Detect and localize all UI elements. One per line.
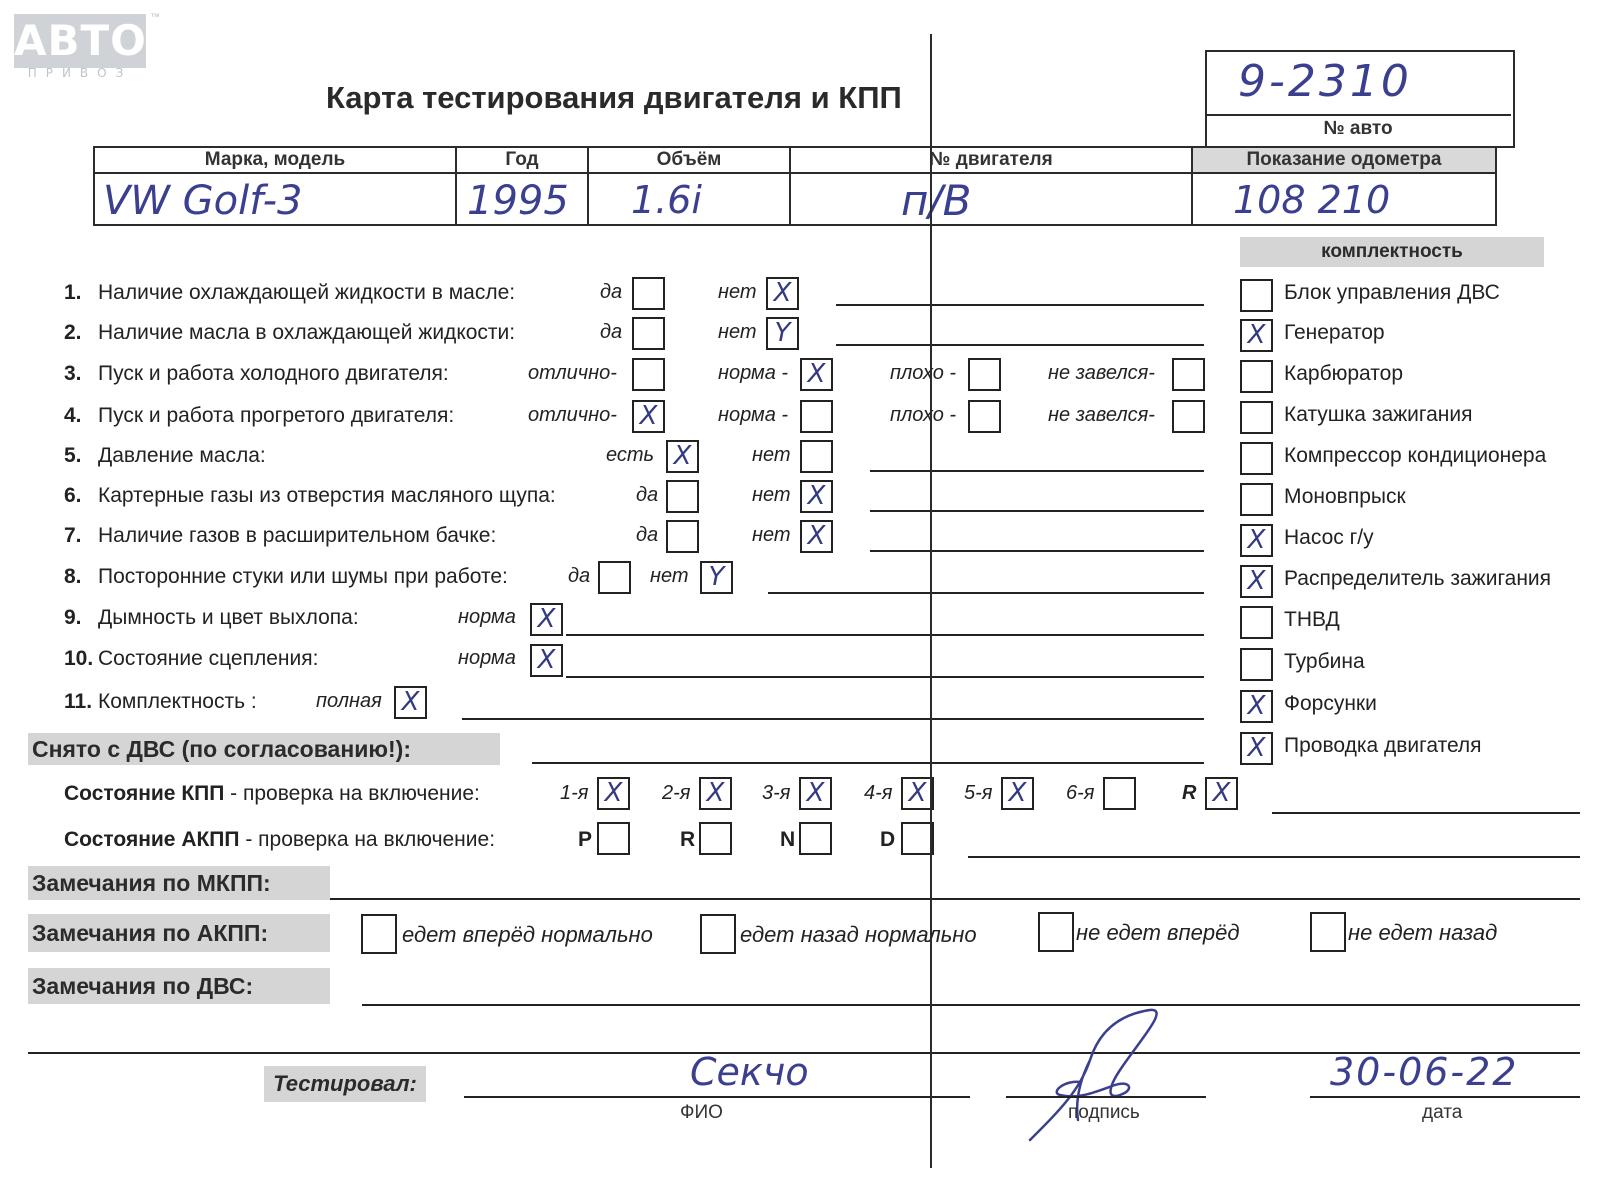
komplekt-item-label: ТНВД	[1284, 608, 1340, 631]
option-checkbox[interactable]: X	[800, 358, 833, 391]
komplekt-checkbox[interactable]	[1240, 401, 1273, 434]
komplekt-checkbox[interactable]	[1240, 279, 1273, 312]
option-checkbox[interactable]	[598, 561, 631, 594]
option-checkbox[interactable]: Y	[700, 561, 733, 594]
akpp-option-label: едет вперёд нормально	[402, 922, 653, 947]
question-text: Давление масла:	[98, 444, 266, 467]
question-number: 3.	[64, 362, 82, 385]
signature-label: подпись	[1068, 1102, 1140, 1123]
value-cell-engine-no[interactable]	[790, 173, 1192, 225]
komplekt-checkbox[interactable]: X	[1240, 565, 1273, 598]
komplekt-title: комплектность	[1240, 237, 1544, 267]
fold-line	[930, 34, 932, 1168]
option-label: нет	[718, 281, 757, 303]
option-checkbox[interactable]: X	[800, 480, 833, 513]
komplekt-checkbox[interactable]: X	[1240, 732, 1273, 765]
gear-label: 6-я	[1066, 782, 1095, 804]
komplekt-checkbox[interactable]	[1240, 648, 1273, 681]
value-engine-no: п/В	[901, 176, 972, 225]
gear-checkbox[interactable]: X	[799, 777, 832, 810]
option-label: полная	[316, 690, 382, 712]
option-checkbox[interactable]	[800, 440, 833, 473]
option-label: да	[636, 524, 659, 546]
option-label: нет	[752, 524, 791, 546]
option-checkbox[interactable]	[666, 520, 699, 553]
option-label: плохо -	[890, 404, 957, 426]
question-number: 1.	[64, 281, 82, 304]
gear-label: 3-я	[762, 782, 791, 804]
question-text: Картерные газы из отверстия масляного щупа:	[98, 484, 556, 507]
option-checkbox[interactable]	[632, 317, 665, 350]
option-label: нет	[718, 321, 757, 343]
komplekt-item-label: Форсунки	[1284, 692, 1377, 715]
akpp-option-label: не едет вперёд	[1076, 920, 1240, 945]
question-number: 8.	[64, 565, 82, 588]
option-label: норма	[458, 647, 516, 669]
remarks-mkpp-line[interactable]	[330, 898, 1580, 900]
question-text: Пуск и работа прогретого двигателя:	[98, 404, 455, 427]
remarks-akpp-label: Замечания по АКПП:	[28, 914, 330, 952]
question-number: 7.	[64, 524, 82, 547]
answer-line[interactable]	[566, 676, 1204, 678]
option-checkbox[interactable]: Y	[766, 317, 799, 350]
komplekt-item-label: Турбина	[1284, 650, 1365, 673]
option-label: отлично-	[528, 404, 617, 426]
option-label: нет	[752, 484, 791, 506]
question-text: Наличие охлаждающей жидкости в масле:	[98, 281, 516, 304]
answer-line[interactable]	[532, 762, 1204, 764]
option-label: да	[568, 565, 591, 587]
question-number: 6.	[64, 484, 82, 507]
value-volume: 1.6i	[631, 178, 702, 222]
gear-checkbox[interactable]: X	[1001, 777, 1034, 810]
question-text: Наличие масла в охлаждающей жидкости:	[98, 321, 516, 344]
value-cell-odometer[interactable]	[1192, 173, 1496, 225]
remarks-dvs-label: Замечания по ДВС:	[28, 968, 330, 1004]
mode-label: D	[880, 828, 896, 851]
gear-checkbox[interactable]: X	[1205, 777, 1238, 810]
answer-line[interactable]	[870, 470, 1204, 472]
option-checkbox[interactable]	[632, 358, 665, 391]
value-model: VW Golf-3	[103, 178, 303, 224]
option-label: не завелся-	[1048, 362, 1155, 384]
question-number: 10.	[64, 647, 94, 670]
option-label: да	[600, 321, 623, 343]
answer-line[interactable]	[870, 510, 1204, 512]
komplekt-checkbox[interactable]	[1240, 442, 1273, 475]
question-text: Дымность и цвет выхлопа:	[98, 606, 359, 629]
gear-label: 4-я	[864, 782, 893, 804]
remarks-dvs-line[interactable]	[362, 1004, 1580, 1006]
fio-line[interactable]	[464, 1096, 970, 1098]
option-checkbox[interactable]: X	[800, 520, 833, 553]
akpp-label: Состояние АКПП - проверка на включение:	[64, 828, 496, 851]
komplekt-item-label: Катушка зажигания	[1284, 403, 1473, 426]
option-checkbox[interactable]	[1172, 400, 1205, 433]
signature	[1020, 1000, 1180, 1150]
komplekt-item-label: Карбюратор	[1284, 362, 1404, 385]
header-label-volume: Объём	[588, 147, 790, 173]
mode-checkbox[interactable]	[597, 822, 630, 855]
akpp-option-checkbox[interactable]	[361, 914, 397, 954]
gear-checkbox[interactable]: X	[597, 777, 630, 810]
option-label: плохо -	[890, 362, 957, 384]
option-checkbox[interactable]: X	[530, 644, 563, 677]
komplekt-item-label: Компрессор кондиционера	[1284, 444, 1547, 467]
mode-label: R	[680, 828, 696, 851]
removed-from-engine-label: Снято с ДВС (по согласованию!):	[28, 733, 500, 765]
answer-line[interactable]	[1272, 812, 1580, 814]
option-label: отлично-	[528, 362, 617, 384]
mode-checkbox[interactable]	[699, 822, 732, 855]
question-number: 9.	[64, 606, 82, 629]
option-label: нет	[650, 565, 689, 587]
komplekt-item-label: Моновпрыск	[1284, 485, 1406, 508]
value-cell-model[interactable]	[94, 173, 456, 225]
akpp-option-checkbox[interactable]	[1038, 912, 1074, 952]
avto-number-label: № авто	[1323, 118, 1393, 139]
komplekt-checkbox[interactable]: X	[1240, 524, 1273, 557]
value-odometer: 108 210	[1233, 178, 1391, 222]
question-text: Состояние сцепления:	[98, 647, 319, 670]
trademark: ™	[150, 12, 160, 23]
mode-label: N	[780, 828, 796, 851]
kpp-label: Состояние КПП - проверка на включение:	[64, 782, 480, 805]
option-checkbox[interactable]	[968, 358, 1001, 391]
logo: АВТО	[14, 14, 146, 68]
answer-line[interactable]	[870, 550, 1204, 552]
akpp-option-label: не едет назад	[1348, 920, 1498, 945]
value-year: 1995	[467, 178, 569, 224]
remarks-mkpp-label: Замечания по МКПП:	[28, 866, 330, 900]
date-line[interactable]	[1310, 1096, 1580, 1098]
komplekt-checkbox[interactable]	[1240, 606, 1273, 639]
option-checkbox[interactable]	[968, 400, 1001, 433]
date-label: дата	[1422, 1102, 1463, 1123]
answer-line[interactable]	[462, 718, 1204, 720]
answer-line[interactable]	[836, 344, 1204, 346]
answer-line[interactable]	[566, 634, 1204, 636]
question-text: Посторонние стуки или шумы при работе:	[98, 565, 508, 588]
value-cell-volume[interactable]	[588, 173, 790, 225]
komplekt-item-label: Распределитель зажигания	[1284, 567, 1552, 590]
answer-line[interactable]	[836, 304, 1204, 306]
logo-subtitle: ПРИВОЗ	[27, 66, 133, 80]
answer-line[interactable]	[768, 592, 1204, 594]
gear-label: 1-я	[560, 782, 589, 804]
question-number: 2.	[64, 321, 82, 344]
question-number: 4.	[64, 404, 82, 427]
mode-label: P	[578, 828, 593, 851]
question-number: 11.	[64, 690, 93, 713]
komplekt-checkbox[interactable]	[1240, 360, 1273, 393]
fio-label: ФИО	[680, 1102, 723, 1123]
option-label: да	[636, 484, 659, 506]
tester-name: Секчо	[690, 1050, 809, 1094]
option-checkbox[interactable]: X	[666, 440, 699, 473]
answer-line[interactable]	[968, 856, 1580, 858]
option-label: да	[600, 281, 623, 303]
option-label: не завелся-	[1048, 404, 1155, 426]
akpp-option-checkbox[interactable]	[700, 914, 736, 954]
vehicle-info-table	[93, 146, 1497, 226]
option-checkbox[interactable]: X	[394, 686, 427, 719]
gear-checkbox[interactable]: X	[901, 777, 934, 810]
komplekt-item-label: Блок управления ДВС	[1284, 281, 1500, 304]
gear-label: 2-я	[662, 782, 691, 804]
mode-checkbox[interactable]	[799, 822, 832, 855]
question-text: Наличие газов в расширительном бачке:	[98, 524, 497, 547]
question-text: Комплектность :	[98, 690, 257, 713]
option-checkbox[interactable]: X	[632, 400, 665, 433]
header-label-model: Марка, модель	[94, 147, 456, 173]
gear-label: 5-я	[964, 782, 993, 804]
option-checkbox[interactable]: X	[530, 603, 563, 636]
divider	[1205, 114, 1511, 116]
option-checkbox[interactable]	[666, 480, 699, 513]
signature-line[interactable]	[1006, 1096, 1206, 1098]
komplekt-checkbox[interactable]	[1240, 483, 1273, 516]
option-checkbox[interactable]	[1172, 358, 1205, 391]
option-label: норма -	[718, 362, 789, 384]
header-label-engine-no: № двигателя	[790, 147, 1192, 173]
question-text: Пуск и работа холодного двигателя:	[98, 362, 449, 385]
option-checkbox[interactable]	[800, 400, 833, 433]
option-label: норма	[458, 606, 516, 628]
option-checkbox[interactable]	[632, 277, 665, 310]
komplekt-item-label: Насос г/у	[1284, 526, 1374, 549]
form-number: 9-2310	[1238, 56, 1412, 107]
komplekt-item-label: Генератор	[1284, 321, 1385, 344]
option-label: нет	[752, 444, 791, 466]
komplekt-checkbox[interactable]: X	[1240, 319, 1273, 352]
value-cell-year[interactable]	[456, 173, 588, 225]
page-title: Карта тестирования двигателя и КПП	[326, 80, 902, 115]
header-label-year: Год	[456, 147, 588, 173]
gear-checkbox[interactable]: X	[699, 777, 732, 810]
option-label: норма -	[718, 404, 789, 426]
question-number: 5.	[64, 444, 82, 467]
komplekt-checkbox[interactable]: X	[1240, 690, 1273, 723]
tested-by-label: Тестировал:	[264, 1066, 426, 1102]
akpp-option-label: едет назад нормально	[740, 922, 977, 947]
option-checkbox[interactable]: X	[766, 277, 799, 310]
komplekt-item-label: Проводка двигателя	[1284, 734, 1482, 757]
gear-label: R	[1182, 782, 1197, 804]
test-date: 30-06-22	[1330, 1050, 1519, 1094]
gear-checkbox[interactable]	[1103, 777, 1136, 810]
option-label: есть	[606, 444, 655, 466]
header-label-odometer: Показание одометра	[1192, 147, 1496, 173]
akpp-option-checkbox[interactable]	[1310, 912, 1346, 952]
